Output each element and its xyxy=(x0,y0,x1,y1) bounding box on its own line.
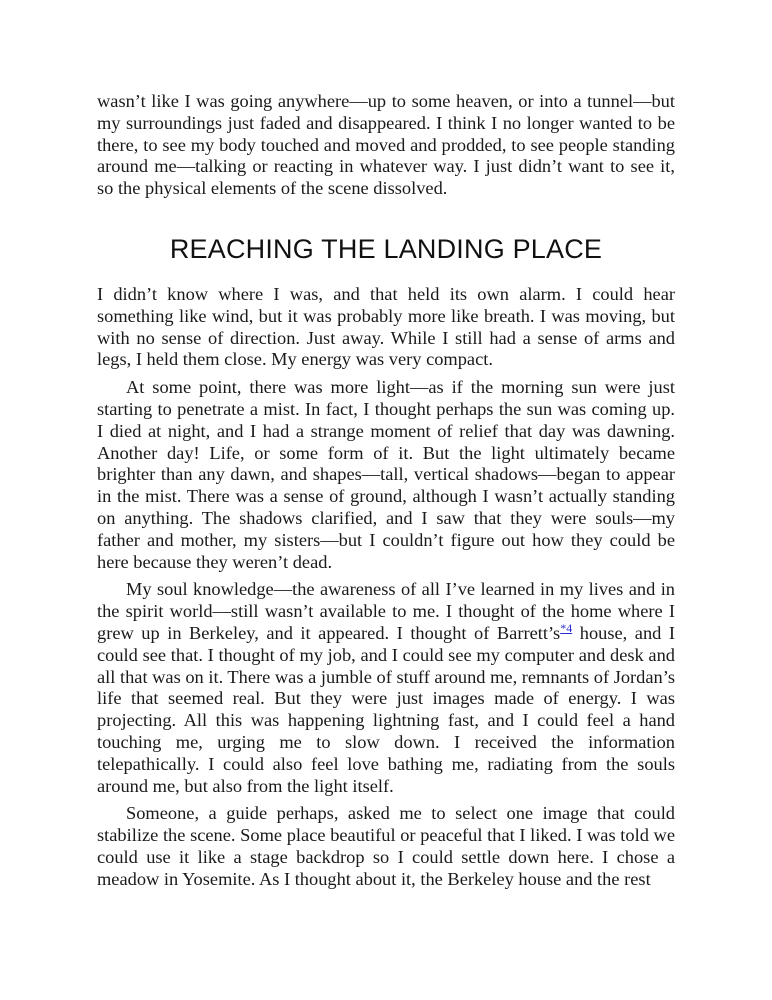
body-paragraph-2: At some point, there was more light—as if the morning sun were just starting to penetrate a mist. In fact, I thought perhaps the sun was coming up. I died at night, and I had a strange moment of relief that day was dawning. Another day! Life, or some form of it. But the light ultimately became brighter than any dawn, and shapes—tall, vertical shadows—began to appear in the mist. There was a sense of ground, although I wasn’t actually standing on anything. The shadows clarified, and I saw that they were souls—my father and mother, my sisters—but I couldn’t figure out how they could be here because they weren’t dead. xyxy=(97,377,675,572)
body-paragraph-4: Someone, a guide perhaps, asked me to select one image that could stabilize the scene. Some place beautiful or peaceful that I liked. I was told we could use it like a stage backdrop so I could settle down here. I chose a meadow in Yosemite. As I thought about it, the Berkeley house and the rest xyxy=(97,803,675,889)
paragraph-text-after-note: house, and I could see that. I thought of my job, and I could see my computer and desk and all that was on it. There was a jumble of stuff around me, remnants of Jordan’s life that seemed real. But they were just images made of energy. I was projecting. All this was happening lightning fast, and I could feel a hand touching me, urging me to slow down. I received the information telepathically. I could also feel love bathing me, radiating from the souls around me, but also from the light itself. xyxy=(97,622,675,796)
body-paragraph-3 xyxy=(97,579,675,797)
footnote-link[interactable]: *4 xyxy=(560,620,573,635)
intro-paragraph: wasn’t like I was going anywhere—up to some heaven, or into a tunnel—but my surroundings just faded and disappeared. I think I no longer wanted to be there, to see my body touched and moved and prodded, to see people standing around me—talking or reacting in whatever way. I just didn’t want to see it, so the physical elements of the scene dissolved. xyxy=(97,91,675,199)
body-paragraph-1: I didn’t know where I was, and that held its own alarm. I could hear something like wind, but it was probably more like breath. I was moving, but with no sense of direction. Just away. While I still had a sense of arms and legs, I held them close. My energy was very compact. xyxy=(97,283,675,370)
paragraph-text-before-note: My soul knowledge—the awareness of all I’ve learned in my lives and in the spirit world—still wasn’t available to me. I thought of the home where I grew up in Berkeley, and it appeared. I thought of Barrett’s xyxy=(97,579,675,643)
book-page xyxy=(97,91,675,891)
section-heading: REACHING THE LANDING PLACE xyxy=(169,233,603,264)
